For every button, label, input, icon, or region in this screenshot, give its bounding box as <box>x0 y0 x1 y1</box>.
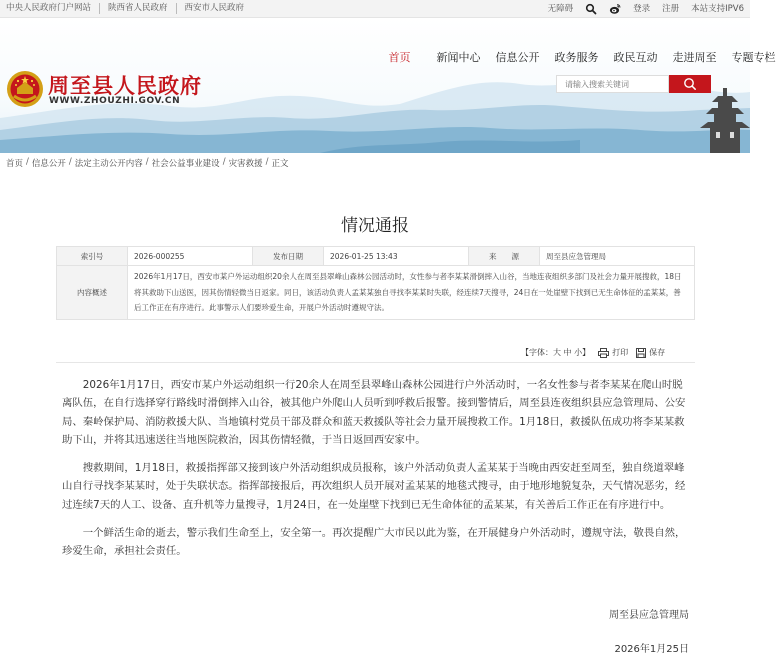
search-icon <box>683 77 697 91</box>
save-icon <box>636 348 646 358</box>
date-value: 2026-01-25 13:43 <box>324 247 469 266</box>
nav-special-topics[interactable]: 专题专栏 <box>731 51 776 64</box>
weibo-icon[interactable] <box>609 3 621 15</box>
link-central-gov[interactable]: 中央人民政府门户网站 <box>6 3 100 14</box>
breadcrumb-current: 正文 <box>271 159 289 169</box>
top-bar <box>0 0 750 18</box>
breadcrumb-home[interactable]: 首页 <box>6 159 24 169</box>
site-title[interactable]: 周至县人民政府 <box>48 73 202 98</box>
breadcrumb-info-disclosure[interactable]: 信息公开 <box>31 159 66 169</box>
article-body <box>62 376 692 571</box>
article-meta-table <box>56 246 695 320</box>
print-label: 打印 <box>612 348 629 357</box>
breadcrumb: 首页 / 信息公开 / 法定主动公开内容 / 社会公益事业建设 / 灾害救援 / 正文 <box>6 157 289 169</box>
index-value: 2026-000255 <box>128 247 253 266</box>
link-xian-gov[interactable]: 西安市人民政府 <box>184 3 245 13</box>
breadcrumb-public-welfare[interactable]: 社会公益事业建设 <box>151 159 220 169</box>
paragraph-3: 一个鲜活生命的逝去，警示我们生命至上，安全第一。再次提醒广大市民以此为鉴，在开展健身户外活动时，遵规守法，敬畏自然，珍爱生命，承担社会责任。 <box>62 527 686 558</box>
source-value: 周至县应急管理局 <box>540 247 695 266</box>
nav-interaction[interactable]: 政民互动 <box>613 51 658 64</box>
link-shaanxi-gov[interactable]: 陕西省人民政府 <box>100 3 177 14</box>
paragraph-1: 2026年1月17日，西安市某户外运动组织一行20余人在周至县翠峰山森林公园进行户外活动时，一名女性参与者李某某在爬山时脱离队伍，在自行选择穿行路线时滑倒摔入山谷，被其他户外爬山人员听到呼救后报警。接到警情后，周至县连夜组织县应急管理局、公安局、秦岭保护局、消防救援大队、当地镇村党员干部及群众和蓝天救援队等社会力量开展搜救工作。1月18日，救援队伍成功将李某某救助下山，并将其迅速送往当地医院救治，因其伤情轻微，于当日返回西安家中。 <box>62 379 686 446</box>
printer-icon <box>598 348 609 358</box>
article-tools <box>521 347 665 358</box>
source-label: 来 源 <box>469 247 540 266</box>
search-input[interactable] <box>556 75 669 93</box>
main-nav <box>370 49 783 65</box>
nav-info-disclosure[interactable]: 信息公开 <box>495 51 540 64</box>
summary-label: 内容概述 <box>57 266 128 320</box>
paragraph-2: 搜救期间，1月18日，救援指挥部又接到该户外活动组织成员报称，该户外活动负责人孟某某于当晚由西安赶至周至，独自绕道翠峰山自行寻找李某某时，处于失联状态。指挥部接报后，再次组织人员开展对孟某某的地毯式搜寻，由于地形地貌复杂，天气情况恶劣，经过连续7天的人工、设备、直升机等力量搜寻，1月24日，在一处崖壁下找到已无生命体征的孟某某，有关善后工作正在有序进行中。 <box>62 462 686 511</box>
search-icon[interactable] <box>585 3 597 15</box>
summary-value: 2026年1月17日，西安市某户外运动组织20余人在周至县翠峰山森林公园活动时，女性参与者李某某滑倒摔入山谷，当地连夜组织多部门及社会力量开展搜救，18日将其救助下山送医，因其伤情轻微当日返家。同日，该活动负责人孟某某独自寻找李某某时失联，经连续7天搜寻，24日在一处崖壁下找到已无生命体征的孟某某，善后工作正在有序进行。此事警示人们要珍爱生命，开展户外活动时遵规守法。 <box>128 266 695 320</box>
top-tools <box>548 3 744 15</box>
index-label: 索引号 <box>57 247 128 266</box>
breadcrumb-disaster-relief[interactable]: 灾害救援 <box>228 159 263 169</box>
login-link[interactable]: 登录 <box>633 3 651 14</box>
top-links <box>6 3 252 14</box>
divider <box>56 362 695 363</box>
search-box <box>556 75 711 93</box>
search-button[interactable] <box>669 75 711 93</box>
ipv6-label: 本站支持IPV6 <box>691 3 744 14</box>
nav-gov-services[interactable]: 政务服务 <box>554 51 599 64</box>
national-emblem-logo <box>6 70 44 108</box>
save-label: 保存 <box>649 348 666 357</box>
date-label: 发布日期 <box>253 247 324 266</box>
sign-date: 2026年1月25日 <box>614 644 689 655</box>
nav-home[interactable]: 首页 <box>388 51 411 64</box>
register-link[interactable]: 注册 <box>662 3 680 14</box>
print-button[interactable] <box>598 347 628 358</box>
accessibility-link[interactable]: 无障碍 <box>547 3 574 14</box>
font-size-switch[interactable]: 【字体：大 中 小】 <box>521 348 591 357</box>
site-header <box>0 18 776 153</box>
signature: 周至县应急管理局 <box>609 610 689 621</box>
site-domain: WWW.ZHOUZHI.GOV.CN <box>49 96 181 106</box>
nav-news[interactable]: 新闻中心 <box>436 51 481 64</box>
nav-about-zhouzhi[interactable]: 走进周至 <box>672 51 717 64</box>
article-title: 情况通报 <box>341 216 409 236</box>
breadcrumb-statutory-content[interactable]: 法定主动公开内容 <box>74 159 143 169</box>
save-button[interactable] <box>636 347 665 358</box>
